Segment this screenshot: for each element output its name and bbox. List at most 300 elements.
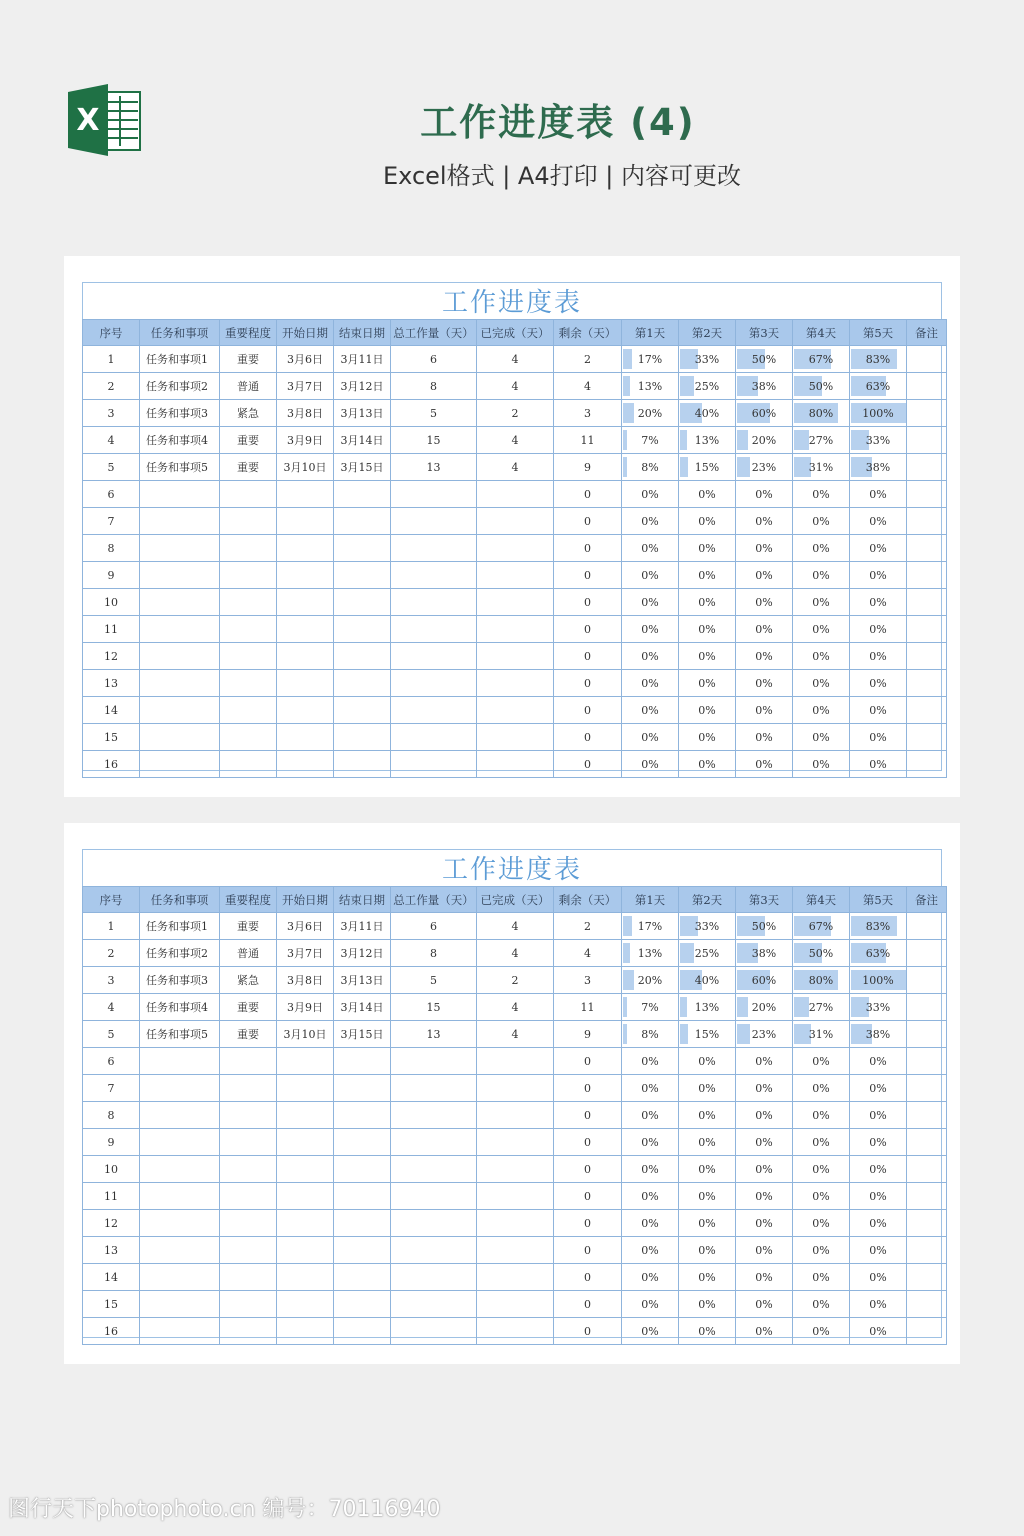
note-cell[interactable] bbox=[907, 481, 947, 508]
total-work-cell[interactable] bbox=[391, 562, 477, 589]
row-number-cell[interactable]: 10 bbox=[83, 589, 140, 616]
day-progress-cell[interactable] bbox=[850, 346, 907, 373]
row-number-cell[interactable]: 9 bbox=[83, 562, 140, 589]
day-progress-cell[interactable] bbox=[850, 697, 907, 724]
row-number-cell[interactable]: 13 bbox=[83, 1237, 140, 1264]
end-date-cell[interactable]: 3月13日 bbox=[334, 400, 391, 427]
row-number-cell[interactable]: 7 bbox=[83, 1075, 140, 1102]
end-date-cell[interactable]: 3月11日 bbox=[334, 346, 391, 373]
completed-cell[interactable] bbox=[477, 1318, 554, 1345]
day-progress-cell[interactable] bbox=[850, 1075, 907, 1102]
day-progress-cell[interactable] bbox=[736, 427, 793, 454]
day-progress-cell[interactable] bbox=[622, 1102, 679, 1129]
day-progress-cell[interactable] bbox=[793, 1048, 850, 1075]
end-date-cell[interactable]: 3月12日 bbox=[334, 940, 391, 967]
remaining-cell[interactable]: 2 bbox=[554, 346, 622, 373]
total-work-cell[interactable]: 13 bbox=[391, 454, 477, 481]
end-date-cell[interactable] bbox=[334, 1183, 391, 1210]
row-number-cell[interactable]: 6 bbox=[83, 481, 140, 508]
completed-cell[interactable] bbox=[477, 1048, 554, 1075]
day-progress-cell[interactable] bbox=[793, 913, 850, 940]
day-progress-cell[interactable] bbox=[850, 1318, 907, 1345]
task-name-cell[interactable]: 任务和事项4 bbox=[140, 994, 220, 1021]
total-work-cell[interactable] bbox=[391, 670, 477, 697]
day-progress-cell[interactable] bbox=[850, 913, 907, 940]
total-work-cell[interactable] bbox=[391, 508, 477, 535]
note-cell[interactable] bbox=[907, 1102, 947, 1129]
start-date-cell[interactable] bbox=[277, 1291, 334, 1318]
remaining-cell[interactable]: 0 bbox=[554, 508, 622, 535]
day-progress-cell[interactable] bbox=[736, 1129, 793, 1156]
day-progress-cell[interactable] bbox=[793, 940, 850, 967]
day-progress-cell[interactable] bbox=[679, 1183, 736, 1210]
priority-cell[interactable]: 重要 bbox=[220, 346, 277, 373]
remaining-cell[interactable]: 0 bbox=[554, 1264, 622, 1291]
task-name-cell[interactable]: 任务和事项1 bbox=[140, 913, 220, 940]
start-date-cell[interactable]: 3月8日 bbox=[277, 967, 334, 994]
end-date-cell[interactable] bbox=[334, 697, 391, 724]
end-date-cell[interactable] bbox=[334, 1102, 391, 1129]
total-work-cell[interactable] bbox=[391, 481, 477, 508]
day-progress-cell[interactable] bbox=[850, 616, 907, 643]
note-cell[interactable] bbox=[907, 1183, 947, 1210]
priority-cell[interactable]: 普通 bbox=[220, 373, 277, 400]
remaining-cell[interactable]: 0 bbox=[554, 1291, 622, 1318]
priority-cell[interactable] bbox=[220, 508, 277, 535]
day-progress-cell[interactable] bbox=[679, 994, 736, 1021]
total-work-cell[interactable]: 5 bbox=[391, 400, 477, 427]
note-cell[interactable] bbox=[907, 1291, 947, 1318]
day-progress-cell[interactable] bbox=[850, 1048, 907, 1075]
start-date-cell[interactable] bbox=[277, 670, 334, 697]
remaining-cell[interactable]: 3 bbox=[554, 400, 622, 427]
day-progress-cell[interactable] bbox=[850, 1291, 907, 1318]
day-progress-cell[interactable] bbox=[793, 994, 850, 1021]
day-progress-cell[interactable] bbox=[793, 1021, 850, 1048]
total-work-cell[interactable] bbox=[391, 1102, 477, 1129]
day-progress-cell[interactable] bbox=[850, 1156, 907, 1183]
day-progress-cell[interactable] bbox=[736, 751, 793, 778]
note-cell[interactable] bbox=[907, 1318, 947, 1345]
row-number-cell[interactable]: 9 bbox=[83, 1129, 140, 1156]
task-name-cell[interactable] bbox=[140, 1156, 220, 1183]
day-progress-cell[interactable] bbox=[679, 400, 736, 427]
row-number-cell[interactable]: 2 bbox=[83, 373, 140, 400]
day-progress-cell[interactable] bbox=[679, 373, 736, 400]
day-progress-cell[interactable] bbox=[793, 697, 850, 724]
day-progress-cell[interactable] bbox=[622, 1129, 679, 1156]
end-date-cell[interactable] bbox=[334, 1156, 391, 1183]
day-progress-cell[interactable] bbox=[622, 697, 679, 724]
note-cell[interactable] bbox=[907, 967, 947, 994]
priority-cell[interactable]: 紧急 bbox=[220, 967, 277, 994]
day-progress-cell[interactable] bbox=[736, 1183, 793, 1210]
day-progress-cell[interactable] bbox=[622, 1075, 679, 1102]
day-progress-cell[interactable] bbox=[736, 616, 793, 643]
task-name-cell[interactable] bbox=[140, 616, 220, 643]
end-date-cell[interactable] bbox=[334, 1264, 391, 1291]
total-work-cell[interactable] bbox=[391, 1183, 477, 1210]
day-progress-cell[interactable] bbox=[679, 508, 736, 535]
priority-cell[interactable] bbox=[220, 1048, 277, 1075]
note-cell[interactable] bbox=[907, 562, 947, 589]
day-progress-cell[interactable] bbox=[622, 1210, 679, 1237]
day-progress-cell[interactable] bbox=[679, 1102, 736, 1129]
completed-cell[interactable] bbox=[477, 1075, 554, 1102]
row-number-cell[interactable]: 5 bbox=[83, 454, 140, 481]
day-progress-cell[interactable] bbox=[622, 454, 679, 481]
row-number-cell[interactable]: 6 bbox=[83, 1048, 140, 1075]
completed-cell[interactable] bbox=[477, 1183, 554, 1210]
completed-cell[interactable] bbox=[477, 535, 554, 562]
start-date-cell[interactable] bbox=[277, 697, 334, 724]
total-work-cell[interactable] bbox=[391, 724, 477, 751]
day-progress-cell[interactable] bbox=[736, 400, 793, 427]
task-name-cell[interactable] bbox=[140, 508, 220, 535]
note-cell[interactable] bbox=[907, 724, 947, 751]
note-cell[interactable] bbox=[907, 454, 947, 481]
remaining-cell[interactable]: 3 bbox=[554, 967, 622, 994]
day-progress-cell[interactable] bbox=[622, 589, 679, 616]
day-progress-cell[interactable] bbox=[850, 724, 907, 751]
day-progress-cell[interactable] bbox=[793, 1264, 850, 1291]
row-number-cell[interactable]: 7 bbox=[83, 508, 140, 535]
row-number-cell[interactable]: 14 bbox=[83, 697, 140, 724]
start-date-cell[interactable]: 3月9日 bbox=[277, 427, 334, 454]
day-progress-cell[interactable] bbox=[679, 589, 736, 616]
start-date-cell[interactable]: 3月10日 bbox=[277, 454, 334, 481]
remaining-cell[interactable]: 2 bbox=[554, 913, 622, 940]
remaining-cell[interactable]: 9 bbox=[554, 1021, 622, 1048]
start-date-cell[interactable] bbox=[277, 1237, 334, 1264]
note-cell[interactable] bbox=[907, 994, 947, 1021]
start-date-cell[interactable]: 3月7日 bbox=[277, 940, 334, 967]
row-number-cell[interactable]: 8 bbox=[83, 535, 140, 562]
remaining-cell[interactable]: 0 bbox=[554, 1129, 622, 1156]
completed-cell[interactable]: 4 bbox=[477, 913, 554, 940]
total-work-cell[interactable]: 8 bbox=[391, 940, 477, 967]
row-number-cell[interactable]: 16 bbox=[83, 1318, 140, 1345]
priority-cell[interactable] bbox=[220, 1156, 277, 1183]
day-progress-cell[interactable] bbox=[679, 562, 736, 589]
completed-cell[interactable] bbox=[477, 643, 554, 670]
note-cell[interactable] bbox=[907, 508, 947, 535]
day-progress-cell[interactable] bbox=[850, 1021, 907, 1048]
note-cell[interactable] bbox=[907, 400, 947, 427]
remaining-cell[interactable]: 0 bbox=[554, 1237, 622, 1264]
day-progress-cell[interactable] bbox=[793, 373, 850, 400]
priority-cell[interactable] bbox=[220, 1237, 277, 1264]
total-work-cell[interactable]: 8 bbox=[391, 373, 477, 400]
row-number-cell[interactable]: 8 bbox=[83, 1102, 140, 1129]
row-number-cell[interactable]: 4 bbox=[83, 994, 140, 1021]
completed-cell[interactable]: 4 bbox=[477, 994, 554, 1021]
day-progress-cell[interactable] bbox=[793, 400, 850, 427]
total-work-cell[interactable] bbox=[391, 751, 477, 778]
total-work-cell[interactable] bbox=[391, 1237, 477, 1264]
day-progress-cell[interactable] bbox=[850, 994, 907, 1021]
total-work-cell[interactable] bbox=[391, 1210, 477, 1237]
task-name-cell[interactable]: 任务和事项5 bbox=[140, 454, 220, 481]
day-progress-cell[interactable] bbox=[736, 508, 793, 535]
day-progress-cell[interactable] bbox=[793, 346, 850, 373]
row-number-cell[interactable]: 11 bbox=[83, 1183, 140, 1210]
day-progress-cell[interactable] bbox=[850, 751, 907, 778]
day-progress-cell[interactable] bbox=[679, 643, 736, 670]
note-cell[interactable] bbox=[907, 940, 947, 967]
day-progress-cell[interactable] bbox=[736, 1210, 793, 1237]
day-progress-cell[interactable] bbox=[679, 724, 736, 751]
end-date-cell[interactable] bbox=[334, 616, 391, 643]
day-progress-cell[interactable] bbox=[622, 724, 679, 751]
task-name-cell[interactable] bbox=[140, 643, 220, 670]
priority-cell[interactable] bbox=[220, 724, 277, 751]
day-progress-cell[interactable] bbox=[736, 724, 793, 751]
note-cell[interactable] bbox=[907, 1264, 947, 1291]
day-progress-cell[interactable] bbox=[736, 697, 793, 724]
task-name-cell[interactable]: 任务和事项4 bbox=[140, 427, 220, 454]
note-cell[interactable] bbox=[907, 346, 947, 373]
day-progress-cell[interactable] bbox=[622, 913, 679, 940]
task-name-cell[interactable] bbox=[140, 751, 220, 778]
start-date-cell[interactable] bbox=[277, 562, 334, 589]
task-name-cell[interactable]: 任务和事项1 bbox=[140, 346, 220, 373]
task-name-cell[interactable]: 任务和事项2 bbox=[140, 373, 220, 400]
day-progress-cell[interactable] bbox=[622, 1264, 679, 1291]
task-name-cell[interactable] bbox=[140, 1291, 220, 1318]
day-progress-cell[interactable] bbox=[793, 643, 850, 670]
day-progress-cell[interactable] bbox=[736, 940, 793, 967]
day-progress-cell[interactable] bbox=[736, 1318, 793, 1345]
remaining-cell[interactable]: 0 bbox=[554, 1183, 622, 1210]
day-progress-cell[interactable] bbox=[736, 1237, 793, 1264]
end-date-cell[interactable] bbox=[334, 589, 391, 616]
day-progress-cell[interactable] bbox=[736, 643, 793, 670]
priority-cell[interactable] bbox=[220, 643, 277, 670]
day-progress-cell[interactable] bbox=[679, 1021, 736, 1048]
priority-cell[interactable] bbox=[220, 616, 277, 643]
remaining-cell[interactable]: 0 bbox=[554, 724, 622, 751]
day-progress-cell[interactable] bbox=[850, 1102, 907, 1129]
row-number-cell[interactable]: 12 bbox=[83, 643, 140, 670]
day-progress-cell[interactable] bbox=[679, 751, 736, 778]
day-progress-cell[interactable] bbox=[679, 913, 736, 940]
day-progress-cell[interactable] bbox=[850, 562, 907, 589]
total-work-cell[interactable] bbox=[391, 589, 477, 616]
remaining-cell[interactable]: 0 bbox=[554, 1210, 622, 1237]
remaining-cell[interactable]: 0 bbox=[554, 643, 622, 670]
end-date-cell[interactable] bbox=[334, 1318, 391, 1345]
day-progress-cell[interactable] bbox=[793, 751, 850, 778]
day-progress-cell[interactable] bbox=[736, 589, 793, 616]
completed-cell[interactable] bbox=[477, 697, 554, 724]
task-name-cell[interactable] bbox=[140, 1237, 220, 1264]
completed-cell[interactable]: 4 bbox=[477, 1021, 554, 1048]
total-work-cell[interactable] bbox=[391, 1264, 477, 1291]
task-name-cell[interactable]: 任务和事项3 bbox=[140, 967, 220, 994]
day-progress-cell[interactable] bbox=[736, 373, 793, 400]
completed-cell[interactable] bbox=[477, 508, 554, 535]
start-date-cell[interactable] bbox=[277, 643, 334, 670]
note-cell[interactable] bbox=[907, 1156, 947, 1183]
note-cell[interactable] bbox=[907, 1075, 947, 1102]
start-date-cell[interactable] bbox=[277, 589, 334, 616]
day-progress-cell[interactable] bbox=[622, 1156, 679, 1183]
row-number-cell[interactable]: 5 bbox=[83, 1021, 140, 1048]
day-progress-cell[interactable] bbox=[793, 967, 850, 994]
day-progress-cell[interactable] bbox=[679, 670, 736, 697]
row-number-cell[interactable]: 10 bbox=[83, 1156, 140, 1183]
note-cell[interactable] bbox=[907, 1021, 947, 1048]
total-work-cell[interactable]: 6 bbox=[391, 346, 477, 373]
note-cell[interactable] bbox=[907, 1048, 947, 1075]
end-date-cell[interactable] bbox=[334, 643, 391, 670]
start-date-cell[interactable] bbox=[277, 751, 334, 778]
total-work-cell[interactable] bbox=[391, 1129, 477, 1156]
start-date-cell[interactable] bbox=[277, 1318, 334, 1345]
day-progress-cell[interactable] bbox=[793, 724, 850, 751]
day-progress-cell[interactable] bbox=[622, 1318, 679, 1345]
completed-cell[interactable]: 4 bbox=[477, 346, 554, 373]
priority-cell[interactable]: 重要 bbox=[220, 454, 277, 481]
priority-cell[interactable] bbox=[220, 562, 277, 589]
task-name-cell[interactable] bbox=[140, 481, 220, 508]
priority-cell[interactable]: 普通 bbox=[220, 940, 277, 967]
priority-cell[interactable] bbox=[220, 1183, 277, 1210]
end-date-cell[interactable]: 3月15日 bbox=[334, 1021, 391, 1048]
total-work-cell[interactable] bbox=[391, 1318, 477, 1345]
day-progress-cell[interactable] bbox=[679, 1237, 736, 1264]
day-progress-cell[interactable] bbox=[850, 535, 907, 562]
day-progress-cell[interactable] bbox=[850, 1129, 907, 1156]
start-date-cell[interactable] bbox=[277, 1075, 334, 1102]
task-name-cell[interactable] bbox=[140, 1183, 220, 1210]
task-name-cell[interactable] bbox=[140, 1210, 220, 1237]
total-work-cell[interactable] bbox=[391, 1075, 477, 1102]
day-progress-cell[interactable] bbox=[793, 1291, 850, 1318]
total-work-cell[interactable]: 6 bbox=[391, 913, 477, 940]
priority-cell[interactable] bbox=[220, 481, 277, 508]
day-progress-cell[interactable] bbox=[736, 1156, 793, 1183]
end-date-cell[interactable] bbox=[334, 724, 391, 751]
completed-cell[interactable]: 4 bbox=[477, 427, 554, 454]
end-date-cell[interactable] bbox=[334, 1291, 391, 1318]
task-name-cell[interactable] bbox=[140, 562, 220, 589]
priority-cell[interactable] bbox=[220, 535, 277, 562]
day-progress-cell[interactable] bbox=[622, 373, 679, 400]
day-progress-cell[interactable] bbox=[679, 1264, 736, 1291]
total-work-cell[interactable] bbox=[391, 1291, 477, 1318]
remaining-cell[interactable]: 0 bbox=[554, 616, 622, 643]
task-name-cell[interactable] bbox=[140, 1264, 220, 1291]
day-progress-cell[interactable] bbox=[736, 1102, 793, 1129]
completed-cell[interactable] bbox=[477, 751, 554, 778]
day-progress-cell[interactable] bbox=[850, 400, 907, 427]
priority-cell[interactable] bbox=[220, 1129, 277, 1156]
day-progress-cell[interactable] bbox=[736, 994, 793, 1021]
task-name-cell[interactable]: 任务和事项5 bbox=[140, 1021, 220, 1048]
day-progress-cell[interactable] bbox=[793, 589, 850, 616]
day-progress-cell[interactable] bbox=[736, 913, 793, 940]
day-progress-cell[interactable] bbox=[679, 616, 736, 643]
day-progress-cell[interactable] bbox=[736, 1021, 793, 1048]
day-progress-cell[interactable] bbox=[679, 1291, 736, 1318]
priority-cell[interactable]: 紧急 bbox=[220, 400, 277, 427]
day-progress-cell[interactable] bbox=[736, 454, 793, 481]
priority-cell[interactable] bbox=[220, 1318, 277, 1345]
completed-cell[interactable] bbox=[477, 1129, 554, 1156]
start-date-cell[interactable] bbox=[277, 508, 334, 535]
note-cell[interactable] bbox=[907, 589, 947, 616]
completed-cell[interactable]: 4 bbox=[477, 940, 554, 967]
end-date-cell[interactable] bbox=[334, 1075, 391, 1102]
start-date-cell[interactable] bbox=[277, 1129, 334, 1156]
day-progress-cell[interactable] bbox=[679, 1048, 736, 1075]
row-number-cell[interactable]: 3 bbox=[83, 400, 140, 427]
day-progress-cell[interactable] bbox=[736, 1048, 793, 1075]
total-work-cell[interactable]: 13 bbox=[391, 1021, 477, 1048]
day-progress-cell[interactable] bbox=[622, 400, 679, 427]
day-progress-cell[interactable] bbox=[850, 589, 907, 616]
note-cell[interactable] bbox=[907, 697, 947, 724]
day-progress-cell[interactable] bbox=[850, 1183, 907, 1210]
day-progress-cell[interactable] bbox=[850, 1210, 907, 1237]
start-date-cell[interactable]: 3月9日 bbox=[277, 994, 334, 1021]
row-number-cell[interactable]: 11 bbox=[83, 616, 140, 643]
completed-cell[interactable]: 4 bbox=[477, 373, 554, 400]
row-number-cell[interactable]: 15 bbox=[83, 724, 140, 751]
end-date-cell[interactable] bbox=[334, 562, 391, 589]
end-date-cell[interactable] bbox=[334, 1210, 391, 1237]
remaining-cell[interactable]: 0 bbox=[554, 1102, 622, 1129]
completed-cell[interactable] bbox=[477, 616, 554, 643]
day-progress-cell[interactable] bbox=[793, 1237, 850, 1264]
total-work-cell[interactable] bbox=[391, 535, 477, 562]
note-cell[interactable] bbox=[907, 670, 947, 697]
priority-cell[interactable] bbox=[220, 1291, 277, 1318]
remaining-cell[interactable]: 0 bbox=[554, 481, 622, 508]
task-name-cell[interactable] bbox=[140, 697, 220, 724]
day-progress-cell[interactable] bbox=[622, 670, 679, 697]
remaining-cell[interactable]: 0 bbox=[554, 535, 622, 562]
total-work-cell[interactable] bbox=[391, 1048, 477, 1075]
day-progress-cell[interactable] bbox=[679, 1156, 736, 1183]
remaining-cell[interactable]: 0 bbox=[554, 589, 622, 616]
note-cell[interactable] bbox=[907, 643, 947, 670]
task-name-cell[interactable]: 任务和事项3 bbox=[140, 400, 220, 427]
remaining-cell[interactable]: 9 bbox=[554, 454, 622, 481]
day-progress-cell[interactable] bbox=[679, 535, 736, 562]
end-date-cell[interactable] bbox=[334, 1048, 391, 1075]
task-name-cell[interactable] bbox=[140, 724, 220, 751]
day-progress-cell[interactable] bbox=[850, 1264, 907, 1291]
day-progress-cell[interactable] bbox=[793, 670, 850, 697]
completed-cell[interactable] bbox=[477, 1156, 554, 1183]
day-progress-cell[interactable] bbox=[622, 427, 679, 454]
end-date-cell[interactable] bbox=[334, 751, 391, 778]
start-date-cell[interactable] bbox=[277, 1156, 334, 1183]
remaining-cell[interactable]: 4 bbox=[554, 940, 622, 967]
remaining-cell[interactable]: 0 bbox=[554, 562, 622, 589]
day-progress-cell[interactable] bbox=[736, 1291, 793, 1318]
day-progress-cell[interactable] bbox=[679, 967, 736, 994]
row-number-cell[interactable]: 16 bbox=[83, 751, 140, 778]
note-cell[interactable] bbox=[907, 616, 947, 643]
priority-cell[interactable] bbox=[220, 751, 277, 778]
completed-cell[interactable] bbox=[477, 481, 554, 508]
end-date-cell[interactable]: 3月15日 bbox=[334, 454, 391, 481]
remaining-cell[interactable]: 0 bbox=[554, 697, 622, 724]
